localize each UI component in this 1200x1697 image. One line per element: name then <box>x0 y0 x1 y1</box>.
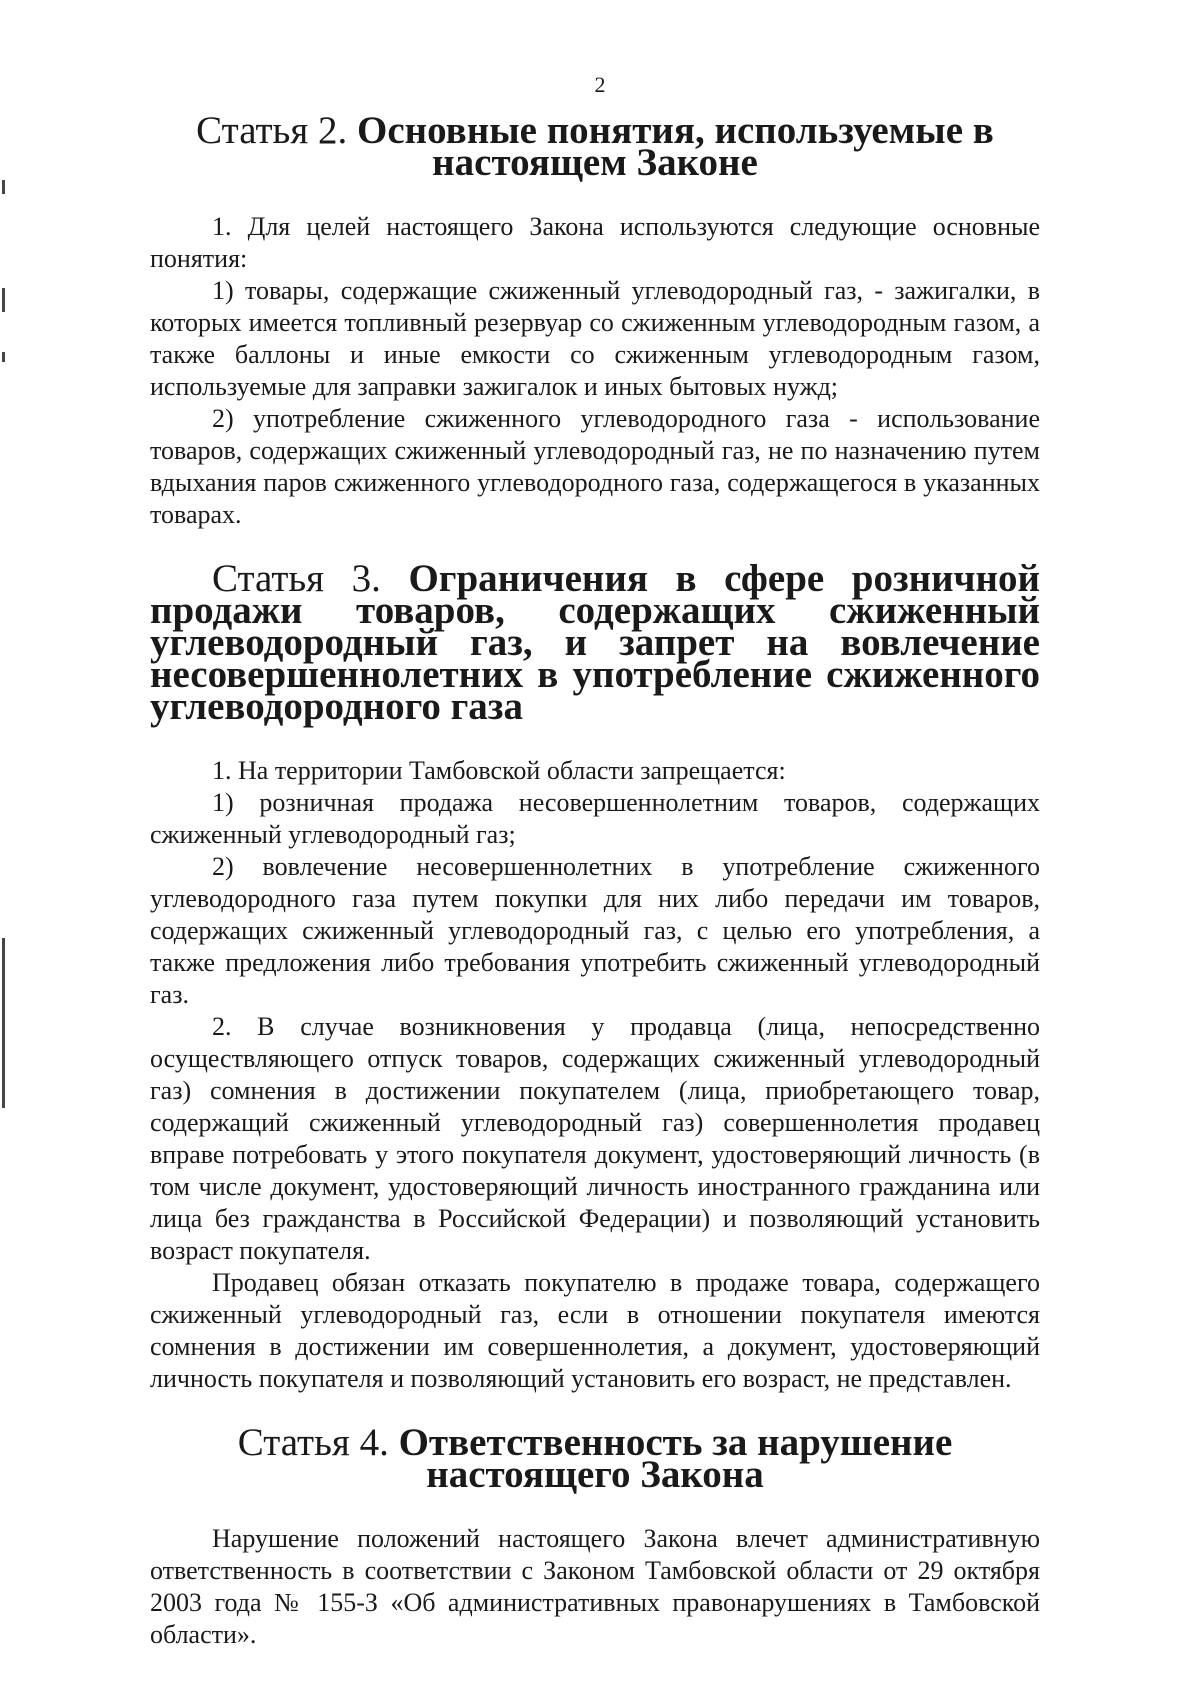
article-4-heading <box>150 1421 1040 1496</box>
article-2-paragraph: 1) товары, содержащие сжиженный углеводородный газ, - зажигалки, в которых имеется топливный резервуар со сжиженным углеводородным газом, а также баллоны и иные емкости со сжиженным углеводородным газом, используемые для заправки зажигалок и иных бытовых нужд; <box>150 276 1040 401</box>
article-2-title: Основные понятия, используемые в настоящем Законе <box>357 109 994 184</box>
article-3-label: Статья 3. <box>212 557 381 600</box>
scan-mark <box>2 288 5 312</box>
article-3-paragraph: 2) вовлечение несовершеннолетних в употребление сжиженного углеводородного газа путем покупки для них либо передачи им товаров, содержащих сжиженный углеводородный газ, с целью его употребления, а также предложения либо требования употребить сжиженный углеводородный газ. <box>150 852 1040 1009</box>
article-4-title: Ответственность за нарушение настоящего Закона <box>398 1421 953 1496</box>
article-3-title: Ограничения в сфере розничной продажи товаров, содержащих сжиженный углеводородный газ, и запрет на вовлечение несовершеннолетних в употребление сжиженного углеводородного газа <box>150 557 1040 728</box>
scan-mark <box>2 180 5 194</box>
article-2-label: Статья 2. <box>196 109 348 152</box>
article-3-paragraph: 1. На территории Тамбовской области запрещается: <box>212 756 786 785</box>
article-3-paragraph: 1) розничная продажа несовершеннолетним товаров, содержащих сжиженный углеводородный газ; <box>150 788 1040 849</box>
article-4-label: Статья 4. <box>237 1421 389 1464</box>
article-3-paragraph: Продавец обязан отказать покупателю в продаже товара, содержащего сжиженный углеводородный газ, если в отношении покупателя имеются сомнения в достижении им совершеннолетия, а документ, удостоверяющий личность покупателя и позволяющий установить его возраст, не представлен. <box>150 1268 1040 1393</box>
article-3-paragraph: 2. В случае возникновения у продавца (лица, непосредственно осуществляющего отпуск товаров, содержащих сжиженный углеводородный газ) сомнения в достижении покупателем (лица, приобретающего товар, содержащий сжиженный углеводородный газ) совершеннолетия продавец вправе потребовать у этого покупателя документ, удостоверяющий личность (в том числе документ, удостоверяющий личность иностранного гражданина или лица без гражданства в Российской Федерации) и позволяющий установить возраст покупателя. <box>150 1012 1040 1265</box>
scan-mark <box>2 938 5 1108</box>
article-2-paragraph: 2) употребление сжиженного углеводородного газа - использование товаров, содержащих сжиженный углеводородный газ, не по назначению путем вдыхания паров сжиженного углеводородного газа, содержащегося в указанных товарах. <box>150 404 1040 529</box>
article-4-paragraph: Нарушение положений настоящего Закона влечет административную ответственность в соответствии с Законом Тамбовской области от 29 октября 2003 года № 155-З «Об административных правонарушениях в Тамбовской области». <box>150 1524 1040 1649</box>
article-2-paragraph: 1. Для целей настоящего Закона используются следующие основные понятия: <box>150 212 1040 273</box>
scan-mark <box>2 352 5 362</box>
article-2-heading <box>150 109 1040 184</box>
scan-margin-marks <box>0 0 12 1697</box>
article-3-heading <box>150 557 1040 728</box>
document-body <box>150 109 1040 1651</box>
page-number: 2 <box>594 72 606 97</box>
